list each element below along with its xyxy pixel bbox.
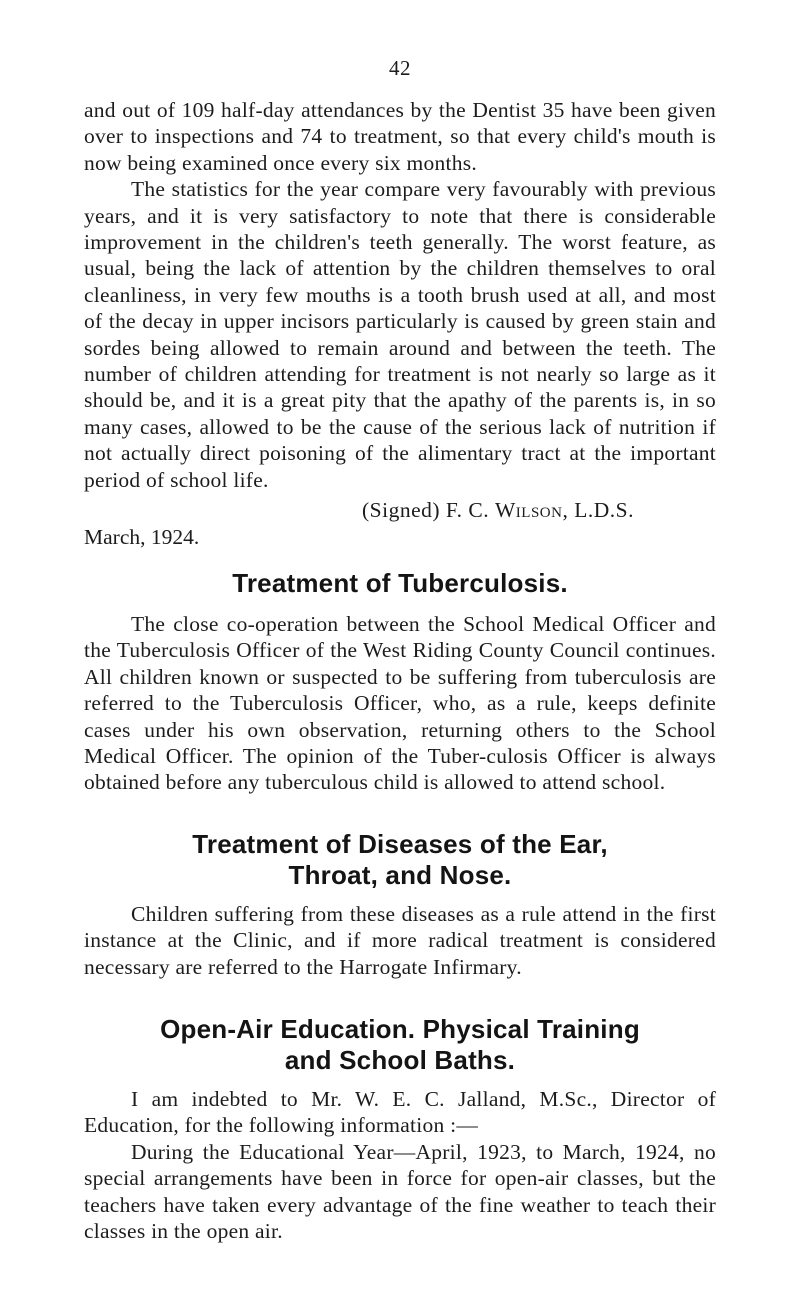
paragraph-tuberculosis: The close co-operation between the School Medical Officer and the Tuberculosis Officer of the West Riding County Council continues. All children known or suspected to be suffering from tuberculosis are referred to the Tuberculosis Officer, who, as a rule, keeps definite cases under his own observation, returning others to the School Medical Officer. The opinion of the Tuber-culosis Officer is always obtained before any tuberculous child is allowed to attend school. [84,611,716,795]
paragraph-ear-throat-nose: Children suffering from these diseases as a rule attend in the first instance at the Clinic, and if more radical treatment is considered necessary are referred to the Harrogate Infirmary. [84,901,716,979]
document-page [84,56,716,1244]
page-number: 42 [389,56,411,80]
heading-ear-throat-nose-line2: Throat, and Nose. [288,859,512,890]
signature-name: Wilson [495,498,563,523]
heading-ear-throat-nose [84,829,716,891]
paragraph-statistics: The statistics for the year compare very favourably with previous years, and it is very satisfactory to note that there is considerable improvement in the children's teeth generally. The worst feature, as usual, being the lack of attention by the children themselves to oral cleanliness, in very few mouths is a tooth brush used at all, and most of the decay in upper incisors particularly is caused by green stain and sordes being allowed to remain around and between the teeth. The number of children attending for treatment is not nearly so large as it should be, and it is a great pity that the apathy of the parents is, in so many cases, allowed to be the cause of the serious lack of nutrition if not actually direct poisoning of the alimentary tract at the important period of school life. [84,177,716,492]
signature-suffix: , L.D.S. [562,498,634,523]
date-line: March, 1924. [84,524,200,549]
heading-ear-throat-nose-line1: Treatment of Diseases of the Ear, [192,828,608,859]
paragraph-indebted: I am indebted to Mr. W. E. C. Jalland, M.Sc., Director of Education, for the following information :— [84,1086,716,1138]
heading-open-air-education [84,1014,716,1076]
heading-open-air-line1: Open-Air Education. Physical Training [160,1013,640,1044]
signature-line [84,497,716,523]
heading-open-air-line2: and School Baths. [284,1044,516,1075]
paragraph-educational-year: During the Educational Year—April, 1923, to March, 1924, no special arrangements have been in force for open-air classes, but the teachers have taken every advantage of the fine weather to teach their classes in the open air. [84,1139,716,1243]
paragraph-dental-continuation: and out of 109 half-day attendances by the Dentist 35 have been given over to inspections and 74 to treatment, so that every child's mouth is now being examined once every six months. [84,98,716,175]
heading-tuberculosis: Treatment of Tuberculosis. [232,567,568,598]
signature-prefix: (Signed) F. C. [362,498,495,523]
